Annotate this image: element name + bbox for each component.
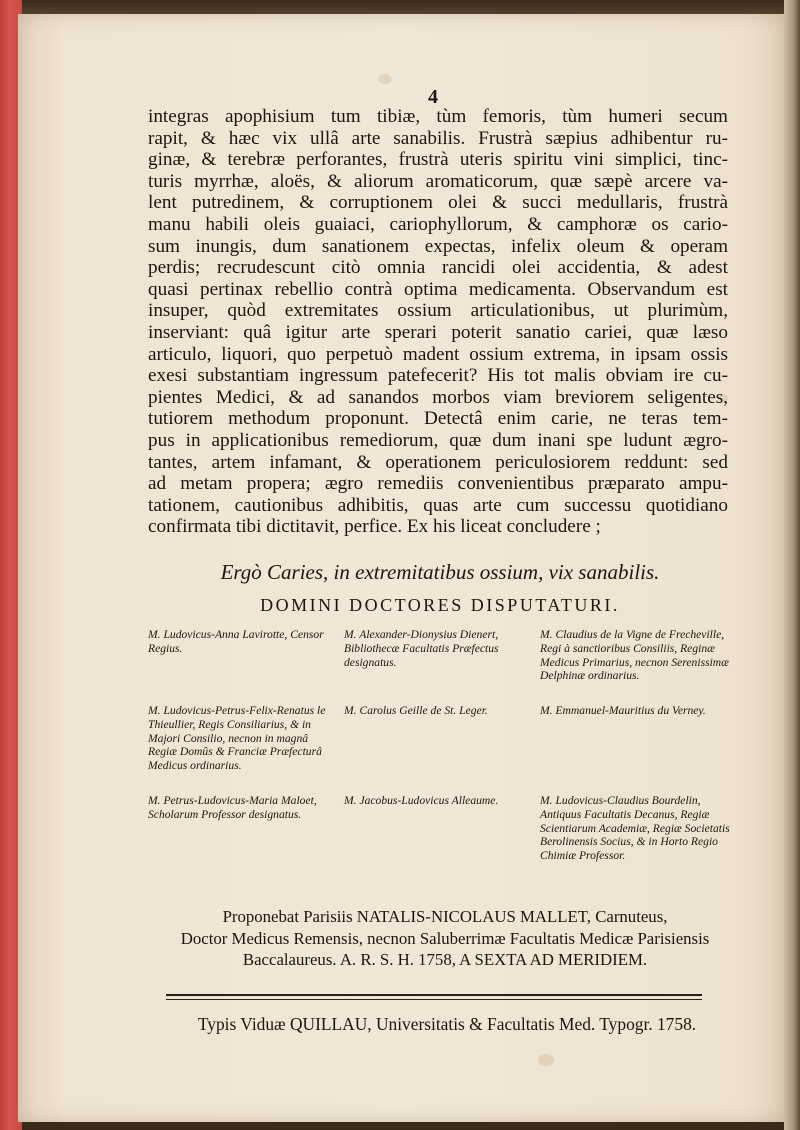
- proposition-line: Proponebat Parisiis NATALIS-NICOLAUS MALLET, Carnuteus,: [222, 907, 668, 926]
- text-line: turis myrrhæ, aloës, & aliorum aromaticorum, quæ sæpè arcere va-: [148, 170, 728, 192]
- horizontal-rule: [166, 994, 702, 1000]
- conclusion-thesis: Ergò Caries, in extremitatibus ossium, vix sanabilis.: [220, 560, 660, 584]
- proposition-block: [150, 906, 740, 971]
- doctor-entry: M. Ludovicus-Petrus-Felix-Renatus le Thieullier, Regis Consiliarius, & in Majori Consilio, necnon in magnâ Regiæ Domûs & Franciæ Præfecturâ Medicus ordinarius.: [148, 704, 326, 773]
- text-line: tutiorem methodum proponunt. Detectâ enim carie, ne teras tem-: [148, 408, 728, 430]
- text-line: tantes, artem infamant, & operationem periculosiorem reddunt: sed: [148, 451, 728, 473]
- text-line: ginæ, & terebræ perforantes, frustrà uteris spiritu vini simplici, tinc-: [148, 149, 728, 171]
- doctor-entry: M. Emmanuel-Mauritius du Verney.: [540, 704, 706, 717]
- text-line: quasi pertinax rebellio contrà optima medicamenta. Observandum est: [148, 278, 728, 300]
- text-line: manu habili oleis guaiaci, cariophyllorum, & camphoræ os cario-: [148, 213, 728, 235]
- doctors-list: [148, 628, 738, 869]
- doctor-entry: M. Ludovicus-Anna Lavirotte, Censor Regius.: [148, 628, 324, 655]
- doctor-entry: M. Jacobus-Ludovicus Alleaume.: [344, 794, 499, 807]
- proposition-line: Baccalaureus. A. R. S. H. 1758, A SEXTA AD MERIDIEM.: [242, 950, 648, 969]
- text-line: pientes Medici, & ad sanandos morbos viam breviorem seligentes,: [148, 386, 728, 408]
- text-line: inserviant: quâ igitur arte sperari poterit sanatio cariei, quæ læso: [148, 321, 728, 343]
- text-line: lent putredinem, & corruptionem olei & succi medullaris, frustrà: [148, 192, 728, 214]
- doctor-entry: M. Claudius de la Vigne de Frecheville, Regi à sanctioribus Consiliis, Reginæ Medicus Primarius, necnon Serenissimæ Delphinæ ordinarius.: [540, 628, 729, 683]
- text-line: pus in applicationibus remediorum, quæ dum inani spe ludunt ægro-: [148, 429, 728, 451]
- printer-imprint: Typis Viduæ QUILLAU, Universitatis & Facultatis Med. Typogr. 1758.: [197, 1014, 697, 1034]
- page-number: 4: [428, 86, 438, 108]
- doctors-heading: DOMINI DOCTORES DISPUTATURI.: [260, 595, 620, 615]
- doctor-entry: M. Carolus Geille de St. Leger.: [344, 704, 488, 717]
- body-paragraph: [148, 106, 728, 538]
- text-line: articulo, liquori, quo perpetuò madent ossium extrema, in ipsam ossis: [148, 343, 728, 365]
- doctor-entry: M. Alexander-Dionysius Dienert, Bibliothecæ Facultatis Præfectus designatus.: [344, 628, 499, 669]
- text-line: insuper, quòd extremitates ossium articulationibus, ut plurimùm,: [148, 300, 728, 322]
- text-line: rapit, & hæc vix ullâ arte sanabilis. Frustrà sæpius adhibentur ru-: [148, 127, 728, 149]
- proposition-line: Doctor Medicus Remensis, necnon Saluberrimæ Facultatis Medicæ Parisiensis: [180, 928, 710, 948]
- doctor-entry: M. Ludovicus-Claudius Bourdelin, Antiquus Facultatis Decanus, Regiæ Scientiarum Academiæ, Regiæ Societatis Berolinensis Socius, & in Horto Regio Chimiæ Professor.: [540, 794, 730, 863]
- text-line: perdis; recrudescunt citò omnia rancidi olei accidentia, & adest: [148, 257, 728, 279]
- doctor-entry: M. Petrus-Ludovicus-Maria Maloet, Scholarum Professor designatus.: [148, 794, 317, 821]
- book-right-edge: [784, 0, 800, 1130]
- text-line: ad metam propera; ægro remediis convenientibus præparato ampu-: [148, 473, 728, 495]
- text-line: tationem, cautionibus adhibitis, quas arte cum successu quotidiano: [148, 494, 728, 516]
- text-line: sum inungis, dum sanationem expectas, infelix oleum & operam: [148, 235, 728, 257]
- text-line: confirmata tibi dictitavit, perfice. Ex his liceat concludere ;: [148, 516, 601, 538]
- text-line: integras apophisium tum tibiæ, tùm femoris, tùm humeri secum: [148, 106, 728, 127]
- text-line: exesi substantiam ingressum patefecerit? His tot malis obviam ire cu-: [148, 365, 728, 387]
